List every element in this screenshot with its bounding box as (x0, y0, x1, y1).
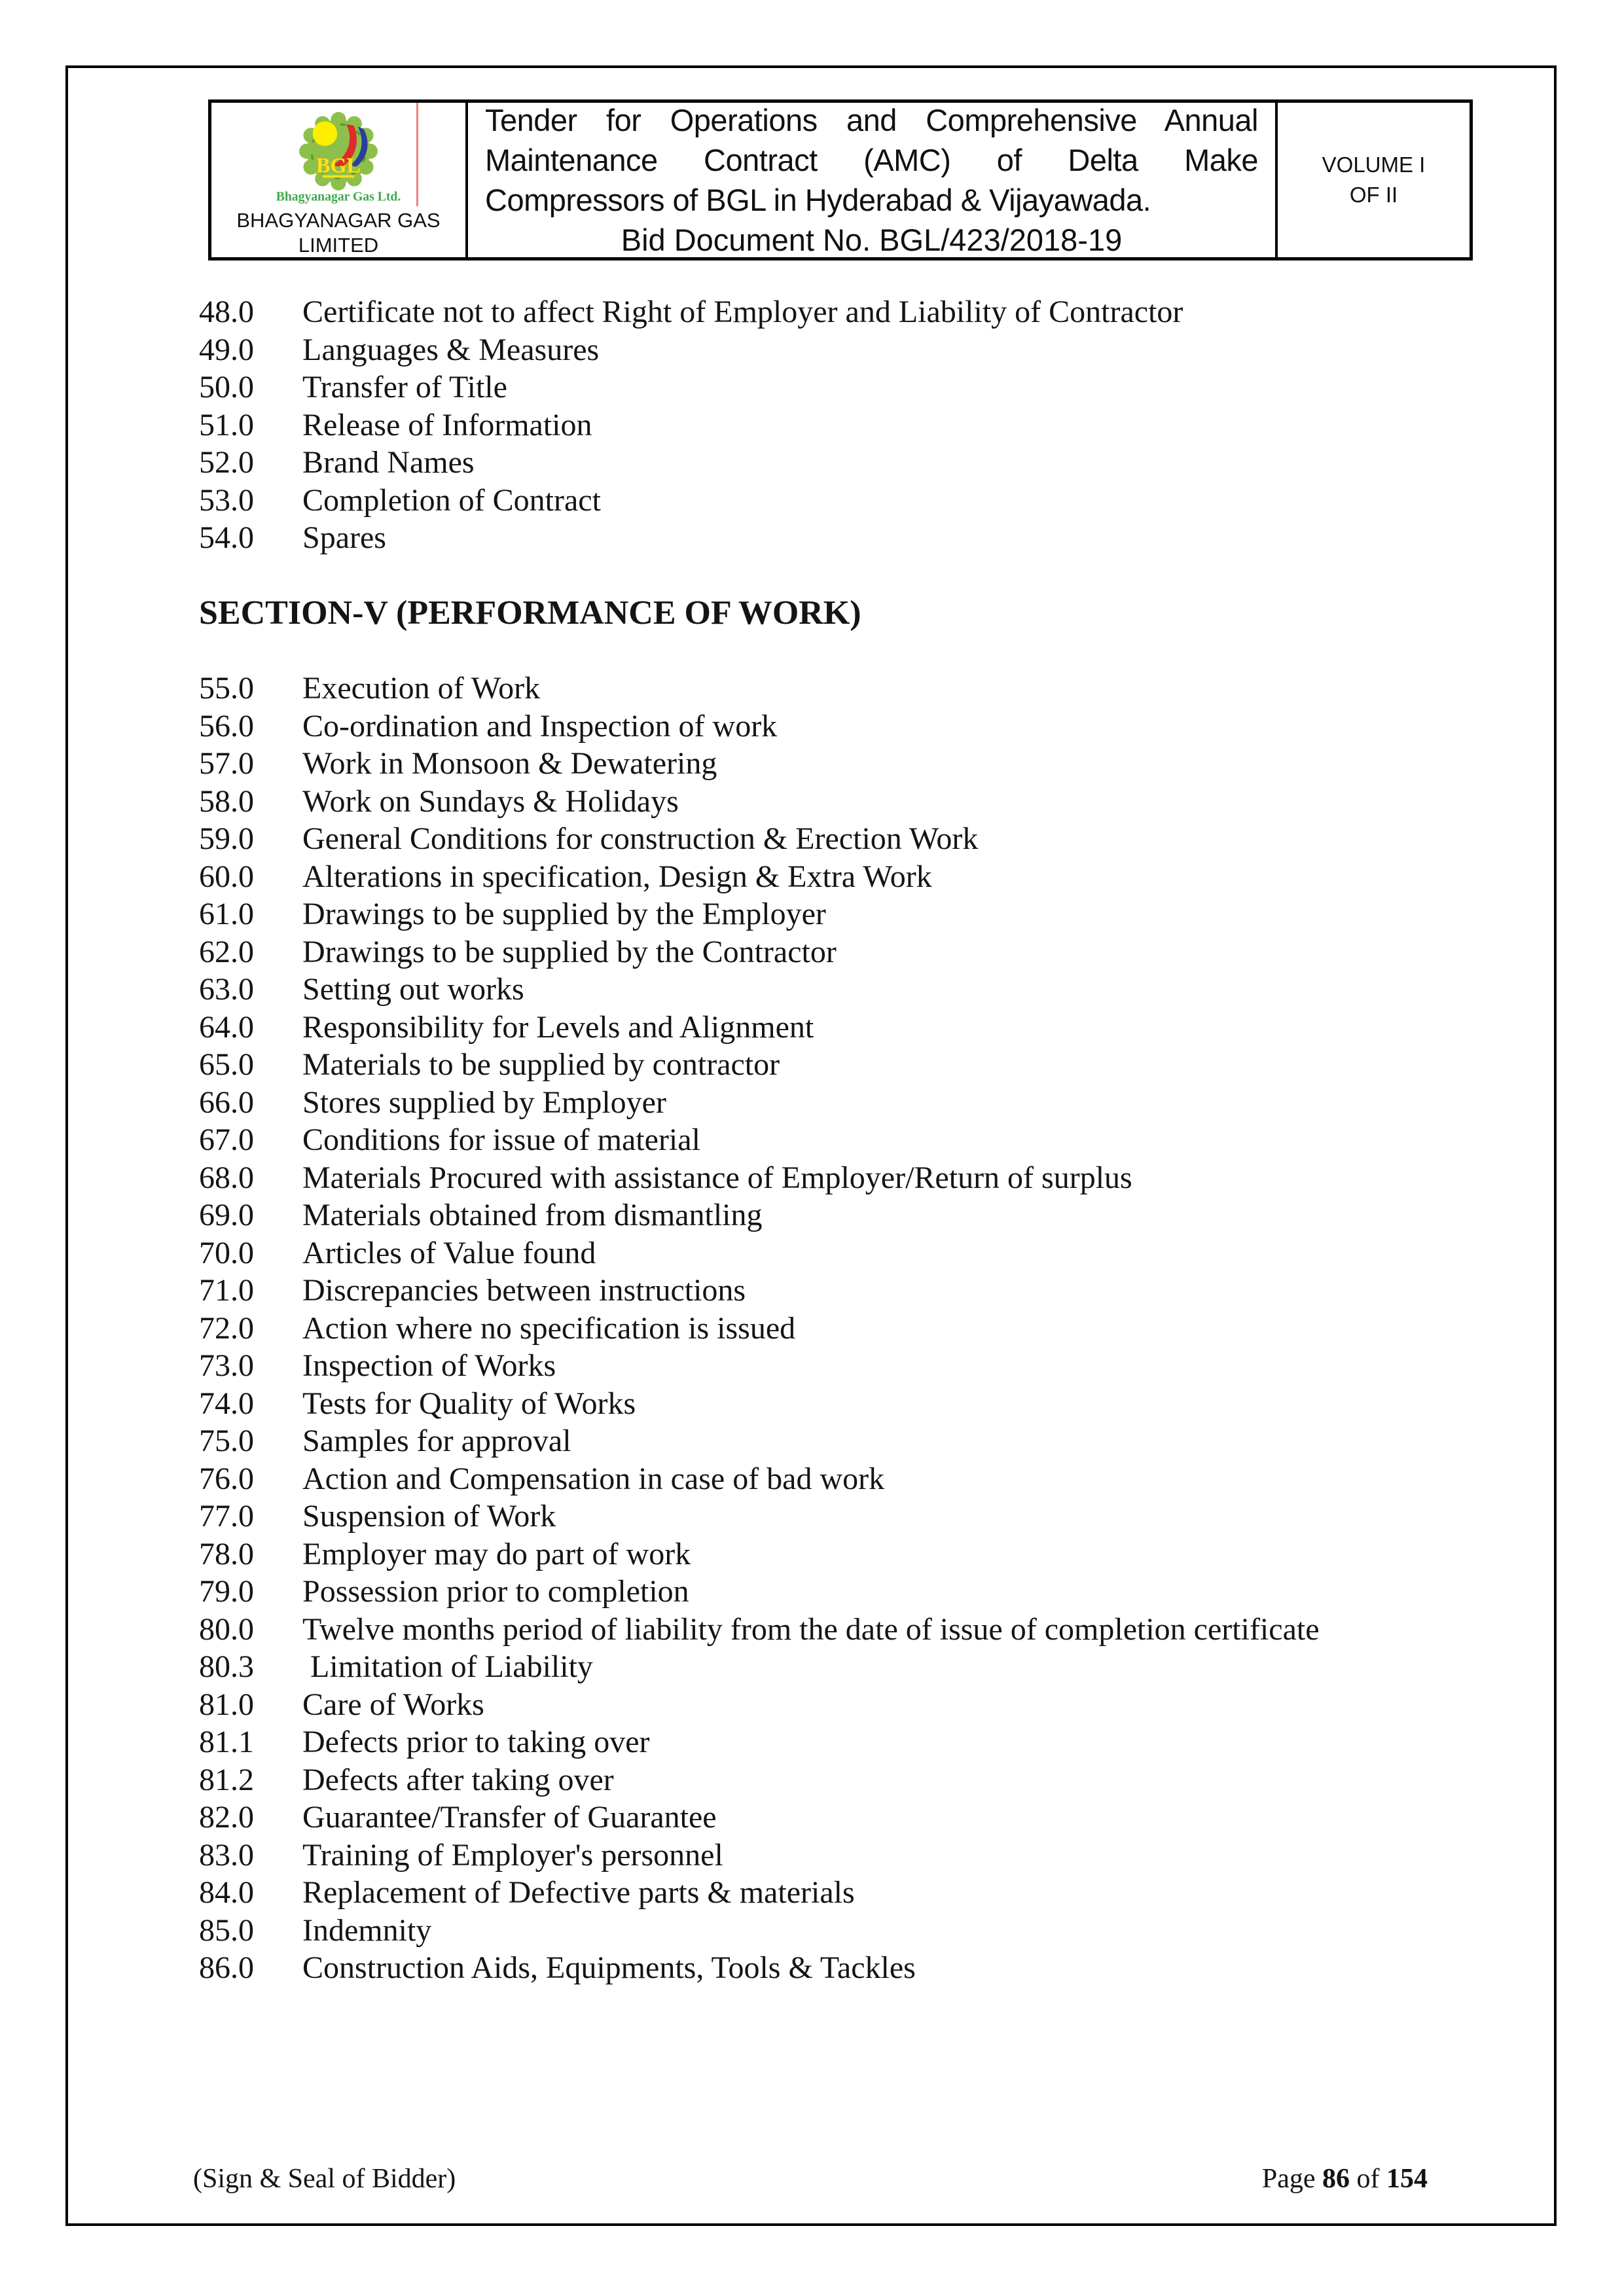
toc-item (199, 1460, 1534, 1498)
toc-item-number: 49.0 (199, 332, 254, 367)
toc-item-number: 55.0 (199, 671, 254, 706)
toc-item-number: 70.0 (199, 1235, 254, 1270)
toc-item-number: 68.0 (199, 1160, 254, 1195)
toc-item-number: 52.0 (199, 445, 254, 480)
table-of-contents (199, 293, 1534, 1987)
toc-item (199, 1046, 1534, 1084)
page-number: 86 (1322, 2164, 1350, 2194)
toc-item (199, 1347, 1534, 1385)
section-heading: SECTION-V (PERFORMANCE OF WORK) (199, 594, 861, 632)
toc-item-title: Construction Aids, Equipments, Tools & Tackles (302, 1950, 916, 1985)
tender-title-line2: Maintenance Contract (AMC) of Delta Make (485, 143, 1258, 177)
toc-item-title: Work on Sundays & Holidays (302, 783, 679, 819)
toc-item-title: Materials to be supplied by contractor (302, 1047, 780, 1082)
toc-item (199, 1837, 1534, 1874)
toc-item-number: 60.0 (199, 859, 254, 894)
toc-item-title: Certificate not to affect Right of Employer and Liability of Contractor (302, 295, 1183, 329)
toc-item-number: 56.0 (199, 708, 254, 744)
toc-item-number: 63.0 (199, 972, 254, 1007)
total-pages: 154 (1386, 2164, 1428, 2194)
toc-item-title: Training of Employer's personnel (302, 1837, 723, 1873)
company-name-line1: BHAGYANAGAR GAS (236, 209, 441, 232)
toc-item-title: Completion of Contract (302, 482, 601, 518)
company-name-line2: LIMITED (298, 234, 379, 257)
toc-item-number: 84.0 (199, 1875, 254, 1910)
toc-item (199, 1648, 1534, 1686)
toc-item (199, 1009, 1534, 1047)
toc-item-number: 73.0 (199, 1348, 254, 1383)
toc-item-title: Articles of Value found (302, 1235, 596, 1270)
toc-item-number: 69.0 (199, 1198, 254, 1232)
toc-item (199, 858, 1534, 896)
toc-item-number: 71.0 (199, 1273, 254, 1308)
header-table (208, 99, 1473, 260)
toc-item (199, 331, 1534, 369)
page-word: Page (1261, 2164, 1316, 2194)
toc-item-number: 66.0 (199, 1085, 254, 1120)
toc-item-number: 81.1 (199, 1725, 254, 1759)
toc-item (199, 1196, 1534, 1234)
scan-artifact-line (416, 103, 418, 206)
toc-item (199, 1799, 1534, 1837)
toc-item (199, 933, 1534, 971)
toc-item-title: Conditions for issue of material (302, 1122, 700, 1157)
toc-item (199, 1385, 1534, 1423)
tender-title-line1: Tender for Operations and Comprehensive Annual (485, 103, 1258, 137)
toc-item-number: 76.0 (199, 1461, 254, 1496)
spacer (199, 632, 1534, 670)
toc-item-number: 85.0 (199, 1912, 254, 1948)
logo-monogram: BGL (316, 153, 361, 177)
toc-item-number: 82.0 (199, 1800, 254, 1835)
toc-item (199, 1234, 1534, 1272)
toc-list-part1 (199, 293, 1534, 557)
toc-item (199, 708, 1534, 745)
toc-item-number: 80.0 (199, 1611, 254, 1647)
toc-item-title: Samples for approval (302, 1424, 571, 1458)
toc-item-number: 62.0 (199, 934, 254, 969)
toc-item (199, 670, 1534, 708)
toc-item-number: 50.0 (199, 370, 254, 404)
toc-item-number: 74.0 (199, 1386, 254, 1421)
toc-item-number: 83.0 (199, 1837, 254, 1873)
toc-item-title: Brand Names (302, 445, 475, 480)
of-word: of (1356, 2164, 1380, 2194)
toc-item-number: 78.0 (199, 1536, 254, 1571)
toc-item-title: Twelve months period of liability from the date of issue of completion certificate (302, 1611, 1320, 1647)
toc-item-number: 48.0 (199, 295, 254, 329)
toc-item-number: 53.0 (199, 482, 254, 518)
toc-item-title: Work in Monsoon & Dewatering (302, 746, 717, 781)
toc-item (199, 1874, 1534, 1912)
toc-item-title: Employer may do part of work (302, 1536, 691, 1571)
toc-item-number: 81.0 (199, 1687, 254, 1722)
toc-item-number: 80.3 (199, 1649, 254, 1684)
page-indicator (1262, 2164, 1428, 2195)
volume-label-line2: OF II (1349, 183, 1398, 207)
toc-item-title: Execution of Work (302, 671, 541, 706)
toc-item-title: Drawings to be supplied by the Contractor (302, 934, 837, 969)
toc-item-number: 77.0 (199, 1499, 254, 1534)
toc-item (199, 1573, 1534, 1611)
toc-item (199, 1761, 1534, 1799)
toc-item (199, 1084, 1534, 1122)
toc-item-number: 57.0 (199, 746, 254, 781)
toc-item-title: Drawings to be supplied by the Employer (302, 897, 826, 931)
toc-item-title: Defects after taking over (302, 1762, 614, 1797)
toc-item-number: 86.0 (199, 1950, 254, 1985)
bid-document-number: Bid Document No. BGL/423/2018-19 (621, 223, 1123, 257)
toc-item (199, 1949, 1534, 1987)
toc-item-title: Materials Procured with assistance of Employer/Return of surplus (302, 1160, 1132, 1195)
toc-item (199, 1498, 1534, 1535)
toc-item-title: Defects prior to taking over (302, 1725, 650, 1759)
toc-item (199, 783, 1534, 821)
toc-item-title: Tests for Quality of Works (302, 1386, 636, 1421)
toc-item (199, 971, 1534, 1009)
toc-item-title: Spares (302, 520, 386, 555)
toc-item (199, 1611, 1534, 1649)
toc-item (199, 1310, 1534, 1348)
toc-item-number: 54.0 (199, 520, 254, 555)
toc-item (199, 745, 1534, 783)
spacer (199, 557, 1534, 595)
toc-item-title: Release of Information (302, 407, 592, 442)
toc-item (199, 1535, 1534, 1573)
toc-item-number: 79.0 (199, 1574, 254, 1609)
header-title-cell (468, 103, 1278, 257)
toc-item-title: Setting out works (302, 972, 524, 1007)
toc-item (199, 1422, 1534, 1460)
toc-item (199, 1159, 1534, 1197)
toc-item-title: Responsibility for Levels and Alignment (302, 1009, 814, 1045)
toc-item-number: 51.0 (199, 407, 254, 442)
toc-item-title: Replacement of Defective parts & materials (302, 1875, 855, 1910)
toc-item-title: Suspension of Work (302, 1499, 556, 1534)
toc-item (199, 1686, 1534, 1724)
toc-item-title: Languages & Measures (302, 332, 600, 367)
toc-item-number: 64.0 (199, 1009, 254, 1045)
volume-label-line1: VOLUME I (1322, 152, 1426, 177)
header-volume-cell (1278, 103, 1470, 257)
toc-item-number: 67.0 (199, 1122, 254, 1157)
toc-item-number: 59.0 (199, 821, 254, 856)
logo-sun (313, 121, 338, 146)
toc-item-title: Limitation of Liability (302, 1649, 593, 1684)
toc-item-title: Alterations in specification, Design & Extra Work (302, 859, 932, 894)
toc-list-part2 (199, 670, 1534, 1987)
toc-item-number: 65.0 (199, 1047, 254, 1082)
toc-item-title: Stores supplied by Employer (302, 1085, 666, 1120)
bgl-logo-icon (263, 107, 414, 207)
toc-item-title: Guarantee/Transfer of Guarantee (302, 1800, 717, 1835)
toc-item (199, 406, 1534, 444)
toc-item-title: Materials obtained from dismantling (302, 1198, 763, 1232)
toc-item-title: Indemnity (302, 1912, 432, 1948)
toc-item-title: Action where no specification is issued (302, 1310, 796, 1346)
tender-title-line3: Compressors of BGL in Hyderabad & Vijayawada. (485, 183, 1151, 217)
toc-item (199, 1272, 1534, 1310)
toc-item-number: 58.0 (199, 783, 254, 819)
toc-item-title: Action and Compensation in case of bad work (302, 1461, 885, 1496)
toc-item (199, 1912, 1534, 1950)
toc-item-title: Inspection of Works (302, 1348, 556, 1383)
toc-item-number: 72.0 (199, 1310, 254, 1346)
sign-seal-note: (Sign & Seal of Bidder) (193, 2164, 456, 2194)
toc-item-number: 61.0 (199, 897, 254, 931)
toc-item-title: Care of Works (302, 1687, 484, 1722)
toc-item (199, 820, 1534, 858)
toc-item-title: Co-ordination and Inspection of work (302, 708, 778, 744)
toc-item (199, 519, 1534, 557)
logo-caption: Bhagyanagar Gas Ltd. (276, 189, 401, 204)
toc-item-number: 81.2 (199, 1762, 254, 1797)
toc-item (199, 444, 1534, 482)
toc-item-title: Discrepancies between instructions (302, 1273, 746, 1308)
toc-item-title: Possession prior to completion (302, 1574, 689, 1609)
toc-item (199, 482, 1534, 520)
toc-item-title: Transfer of Title (302, 370, 507, 404)
header-logo-cell (211, 103, 468, 257)
toc-item (199, 1723, 1534, 1761)
toc-item-title: General Conditions for construction & Erection Work (302, 821, 979, 856)
toc-item (199, 1121, 1534, 1159)
toc-item-number: 75.0 (199, 1424, 254, 1458)
toc-item (199, 293, 1534, 331)
toc-item (199, 895, 1534, 933)
toc-item (199, 368, 1534, 406)
